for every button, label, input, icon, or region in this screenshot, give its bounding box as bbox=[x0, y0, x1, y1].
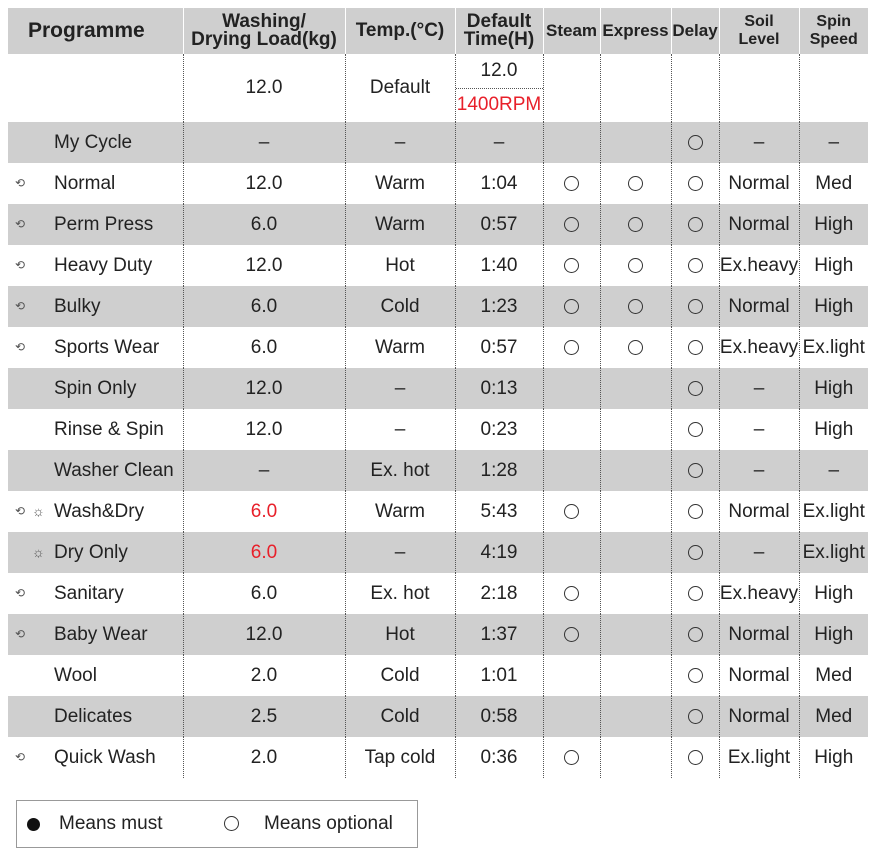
express-cell bbox=[600, 122, 671, 163]
time-cell: 1:28 bbox=[455, 450, 543, 491]
temp-cell: Warm bbox=[345, 204, 455, 245]
time-cell: 5:43 bbox=[455, 491, 543, 532]
programme-cell bbox=[8, 532, 183, 573]
spin-cell: High bbox=[799, 286, 868, 327]
table-row bbox=[8, 696, 868, 737]
open-circle-icon bbox=[688, 627, 703, 642]
wash-cycle-icon: ⟲ bbox=[15, 750, 26, 764]
open-circle-icon bbox=[688, 135, 703, 150]
spin-cell: Med bbox=[799, 163, 868, 204]
express-cell bbox=[600, 614, 671, 655]
temp-cell: Tap cold bbox=[345, 737, 455, 778]
express-cell bbox=[600, 163, 671, 204]
wash-cycle-icon: ⟲ bbox=[15, 258, 26, 272]
programme-name: Perm Press bbox=[54, 214, 154, 235]
table-row bbox=[8, 614, 868, 655]
time-cell: – bbox=[455, 122, 543, 163]
programme-cell bbox=[8, 491, 183, 532]
programme-cell bbox=[8, 327, 183, 368]
load-cell: – bbox=[183, 450, 345, 491]
programme-name: Normal bbox=[54, 173, 116, 194]
programme-table bbox=[8, 8, 868, 778]
programme-name: Heavy Duty bbox=[54, 255, 153, 276]
load-cell: 12.0 bbox=[183, 368, 345, 409]
programme-cell bbox=[8, 696, 183, 737]
soil-cell: Normal bbox=[719, 163, 799, 204]
programme-cell bbox=[8, 573, 183, 614]
express-cell bbox=[600, 450, 671, 491]
steam-cell bbox=[543, 122, 600, 163]
wash-cycle-icon: ⟲ bbox=[15, 586, 26, 600]
header-steam: Steam bbox=[543, 8, 600, 54]
defaults-time: 12.0 bbox=[456, 54, 543, 89]
open-circle-icon bbox=[564, 176, 579, 191]
delay-cell bbox=[671, 573, 719, 614]
defaults-row bbox=[8, 54, 868, 122]
spin-cell: – bbox=[799, 450, 868, 491]
steam-cell bbox=[543, 245, 600, 286]
table-row bbox=[8, 327, 868, 368]
temp-cell: Ex. hot bbox=[345, 573, 455, 614]
programme-cell bbox=[8, 737, 183, 778]
temp-cell: Ex. hot bbox=[345, 450, 455, 491]
temp-cell: Cold bbox=[345, 655, 455, 696]
spin-cell: Med bbox=[799, 696, 868, 737]
open-circle-icon bbox=[688, 217, 703, 232]
steam-cell bbox=[543, 163, 600, 204]
drying-sun-icon: ☼ bbox=[32, 544, 45, 560]
time-cell: 0:58 bbox=[455, 696, 543, 737]
soil-cell: – bbox=[719, 122, 799, 163]
temp-cell: Warm bbox=[345, 491, 455, 532]
open-circle-icon bbox=[688, 258, 703, 273]
header-row bbox=[8, 8, 868, 54]
header-delay: Delay bbox=[671, 8, 719, 54]
steam-cell bbox=[543, 491, 600, 532]
programme-name: Rinse & Spin bbox=[54, 419, 164, 440]
legend-optional: Means optional bbox=[264, 813, 393, 834]
time-cell: 0:23 bbox=[455, 409, 543, 450]
table-row bbox=[8, 245, 868, 286]
spin-cell: High bbox=[799, 368, 868, 409]
temp-cell: – bbox=[345, 532, 455, 573]
soil-cell: Normal bbox=[719, 696, 799, 737]
open-circle-icon bbox=[564, 627, 579, 642]
filled-circle-icon bbox=[27, 818, 40, 831]
soil-cell: Normal bbox=[719, 655, 799, 696]
express-cell bbox=[600, 204, 671, 245]
open-circle-icon bbox=[628, 258, 643, 273]
express-cell bbox=[600, 491, 671, 532]
temp-cell: Warm bbox=[345, 327, 455, 368]
open-circle-icon bbox=[688, 545, 703, 560]
table-row bbox=[8, 286, 868, 327]
programme-name: Baby Wear bbox=[54, 624, 148, 645]
wash-cycle-icon: ⟲ bbox=[15, 627, 26, 641]
table-row bbox=[8, 573, 868, 614]
soil-cell: – bbox=[719, 368, 799, 409]
soil-cell: Ex.heavy bbox=[719, 573, 799, 614]
open-circle-icon bbox=[688, 381, 703, 396]
open-circle-icon bbox=[688, 586, 703, 601]
table-row bbox=[8, 368, 868, 409]
express-cell bbox=[600, 696, 671, 737]
temp-cell: Cold bbox=[345, 696, 455, 737]
open-circle-icon bbox=[224, 816, 239, 831]
open-circle-icon bbox=[688, 668, 703, 683]
steam-cell bbox=[543, 655, 600, 696]
delay-cell bbox=[671, 163, 719, 204]
temp-cell: Cold bbox=[345, 286, 455, 327]
programme-cell bbox=[8, 122, 183, 163]
steam-cell bbox=[543, 614, 600, 655]
steam-cell bbox=[543, 573, 600, 614]
open-circle-icon bbox=[688, 299, 703, 314]
delay-cell bbox=[671, 327, 719, 368]
table-row bbox=[8, 409, 868, 450]
spin-cell: Ex.light bbox=[799, 532, 868, 573]
time-cell: 2:18 bbox=[455, 573, 543, 614]
delay-cell bbox=[671, 286, 719, 327]
temp-cell: Hot bbox=[345, 245, 455, 286]
load-cell: 12.0 bbox=[183, 163, 345, 204]
programme-cell bbox=[8, 245, 183, 286]
time-cell: 1:01 bbox=[455, 655, 543, 696]
wash-cycle-icon: ⟲ bbox=[15, 299, 26, 313]
steam-cell bbox=[543, 286, 600, 327]
table-row bbox=[8, 532, 868, 573]
load-cell: 6.0 bbox=[183, 204, 345, 245]
table-row bbox=[8, 737, 868, 778]
wash-cycle-icon: ⟲ bbox=[15, 504, 26, 518]
open-circle-icon bbox=[564, 586, 579, 601]
programme-name: Wool bbox=[54, 665, 97, 686]
load-cell: 12.0 bbox=[183, 409, 345, 450]
programme-name: Bulky bbox=[54, 296, 101, 317]
delay-cell bbox=[671, 368, 719, 409]
programme-cell bbox=[8, 204, 183, 245]
express-cell bbox=[600, 245, 671, 286]
steam-cell bbox=[543, 327, 600, 368]
wash-cycle-icon: ⟲ bbox=[15, 340, 26, 354]
programme-name: Delicates bbox=[54, 706, 133, 727]
table-row bbox=[8, 450, 868, 491]
table-row bbox=[8, 491, 868, 532]
time-cell: 1:23 bbox=[455, 286, 543, 327]
table-row bbox=[8, 163, 868, 204]
express-cell bbox=[600, 368, 671, 409]
soil-cell: Ex.light bbox=[719, 737, 799, 778]
time-cell: 0:13 bbox=[455, 368, 543, 409]
open-circle-icon bbox=[628, 217, 643, 232]
delay-cell bbox=[671, 122, 719, 163]
legend-must: Means must bbox=[59, 813, 163, 834]
soil-cell: – bbox=[719, 532, 799, 573]
steam-cell bbox=[543, 450, 600, 491]
programme-name: Sports Wear bbox=[54, 337, 160, 358]
header-load: Washing/ Drying Load(kg) bbox=[183, 8, 345, 54]
load-cell: 12.0 bbox=[183, 245, 345, 286]
programme-cell bbox=[8, 163, 183, 204]
open-circle-icon bbox=[564, 340, 579, 355]
load-cell: – bbox=[183, 122, 345, 163]
load-cell: 2.0 bbox=[183, 737, 345, 778]
soil-cell: Normal bbox=[719, 204, 799, 245]
delay-cell bbox=[671, 204, 719, 245]
open-circle-icon bbox=[564, 504, 579, 519]
temp-cell: – bbox=[345, 368, 455, 409]
express-cell bbox=[600, 286, 671, 327]
spin-cell: High bbox=[799, 245, 868, 286]
programme-name: Dry Only bbox=[54, 542, 128, 563]
delay-cell bbox=[671, 614, 719, 655]
open-circle-icon bbox=[628, 176, 643, 191]
table-row bbox=[8, 204, 868, 245]
express-cell bbox=[600, 327, 671, 368]
express-cell bbox=[600, 655, 671, 696]
load-cell: 2.5 bbox=[183, 696, 345, 737]
steam-cell bbox=[543, 204, 600, 245]
spin-cell: High bbox=[799, 737, 868, 778]
time-cell: 0:57 bbox=[455, 327, 543, 368]
open-circle-icon bbox=[564, 750, 579, 765]
open-circle-icon bbox=[628, 299, 643, 314]
delay-cell bbox=[671, 491, 719, 532]
time-cell: 1:04 bbox=[455, 163, 543, 204]
defaults-programme-cell bbox=[8, 54, 183, 122]
programme-name: Washer Clean bbox=[54, 460, 174, 481]
open-circle-icon bbox=[688, 709, 703, 724]
open-circle-icon bbox=[688, 422, 703, 437]
drying-sun-icon: ☼ bbox=[32, 503, 45, 519]
programme-cell bbox=[8, 409, 183, 450]
programme-cell bbox=[8, 614, 183, 655]
steam-cell bbox=[543, 532, 600, 573]
delay-cell bbox=[671, 450, 719, 491]
header-spin: Spin Speed bbox=[799, 8, 868, 54]
programme-name: Wash&Dry bbox=[54, 501, 145, 522]
delay-cell bbox=[671, 737, 719, 778]
soil-cell: – bbox=[719, 450, 799, 491]
programme-name: Sanitary bbox=[54, 583, 124, 604]
time-cell: 1:40 bbox=[455, 245, 543, 286]
time-cell: 0:36 bbox=[455, 737, 543, 778]
defaults-rpm: 1400RPM bbox=[456, 94, 542, 116]
load-cell: 6.0 bbox=[183, 573, 345, 614]
load-cell: 6.0 bbox=[183, 532, 345, 573]
spin-cell: High bbox=[799, 409, 868, 450]
spin-cell: High bbox=[799, 573, 868, 614]
temp-cell: – bbox=[345, 122, 455, 163]
defaults-temp: Default bbox=[345, 54, 455, 122]
delay-cell bbox=[671, 409, 719, 450]
load-cell: 2.0 bbox=[183, 655, 345, 696]
wash-cycle-icon: ⟲ bbox=[15, 176, 26, 190]
programme-name: Quick Wash bbox=[54, 747, 156, 768]
express-cell bbox=[600, 409, 671, 450]
legend-box bbox=[16, 800, 418, 848]
open-circle-icon bbox=[564, 299, 579, 314]
open-circle-icon bbox=[688, 176, 703, 191]
open-circle-icon bbox=[688, 750, 703, 765]
wash-cycle-icon: ⟲ bbox=[15, 217, 26, 231]
temp-cell: Hot bbox=[345, 614, 455, 655]
temp-cell: Warm bbox=[345, 163, 455, 204]
header-soil: Soil Level bbox=[719, 8, 799, 54]
time-cell: 1:37 bbox=[455, 614, 543, 655]
load-cell: 6.0 bbox=[183, 286, 345, 327]
header-temp: Temp.(°C) bbox=[345, 8, 455, 54]
soil-cell: – bbox=[719, 409, 799, 450]
time-cell: 4:19 bbox=[455, 532, 543, 573]
spin-cell: – bbox=[799, 122, 868, 163]
programme-cell bbox=[8, 286, 183, 327]
soil-cell: Normal bbox=[719, 614, 799, 655]
programme-cell bbox=[8, 368, 183, 409]
soil-cell: Ex.heavy bbox=[719, 245, 799, 286]
soil-cell: Ex.heavy bbox=[719, 327, 799, 368]
express-cell bbox=[600, 532, 671, 573]
soil-cell: Normal bbox=[719, 491, 799, 532]
header-programme: Programme bbox=[8, 8, 183, 54]
table-row bbox=[8, 122, 868, 163]
open-circle-icon bbox=[688, 340, 703, 355]
load-cell: 6.0 bbox=[183, 327, 345, 368]
steam-cell bbox=[543, 737, 600, 778]
load-cell: 12.0 bbox=[183, 614, 345, 655]
delay-cell bbox=[671, 245, 719, 286]
open-circle-icon bbox=[628, 340, 643, 355]
spin-cell: Ex.light bbox=[799, 327, 868, 368]
spin-cell: High bbox=[799, 614, 868, 655]
programme-cell bbox=[8, 655, 183, 696]
load-cell: 6.0 bbox=[183, 491, 345, 532]
table-row bbox=[8, 655, 868, 696]
spin-cell: Med bbox=[799, 655, 868, 696]
steam-cell bbox=[543, 696, 600, 737]
delay-cell bbox=[671, 696, 719, 737]
spin-cell: High bbox=[799, 204, 868, 245]
header-time: Default Time(H) bbox=[455, 8, 543, 54]
programme-cell bbox=[8, 450, 183, 491]
open-circle-icon bbox=[564, 217, 579, 232]
header-express: Express bbox=[600, 8, 671, 54]
defaults-load: 12.0 bbox=[183, 54, 345, 122]
express-cell bbox=[600, 737, 671, 778]
programme-name: Spin Only bbox=[54, 378, 137, 399]
delay-cell bbox=[671, 655, 719, 696]
steam-cell bbox=[543, 409, 600, 450]
defaults-time-cell bbox=[455, 54, 543, 122]
delay-cell bbox=[671, 532, 719, 573]
open-circle-icon bbox=[688, 504, 703, 519]
spin-cell: Ex.light bbox=[799, 491, 868, 532]
open-circle-icon bbox=[688, 463, 703, 478]
time-cell: 0:57 bbox=[455, 204, 543, 245]
open-circle-icon bbox=[564, 258, 579, 273]
temp-cell: – bbox=[345, 409, 455, 450]
soil-cell: Normal bbox=[719, 286, 799, 327]
programme-name: My Cycle bbox=[54, 132, 133, 153]
express-cell bbox=[600, 573, 671, 614]
steam-cell bbox=[543, 368, 600, 409]
